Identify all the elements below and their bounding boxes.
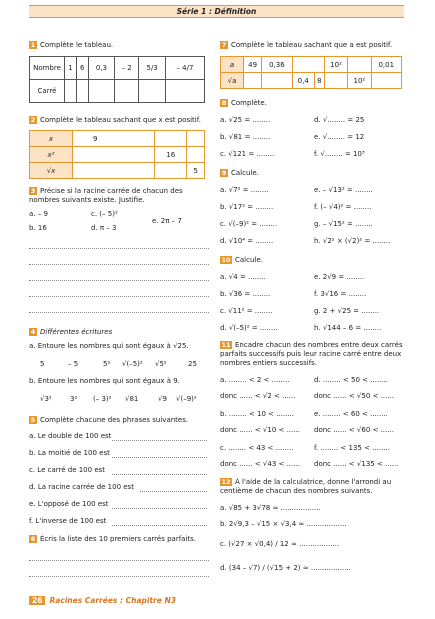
cell[interactable]: 49 [244, 57, 262, 73]
answer-line[interactable] [112, 508, 207, 509]
ex11-item[interactable]: b. ........ < 10 < ........ [220, 410, 295, 418]
cell: a [221, 57, 244, 73]
ex8-item[interactable]: c. √121 = ........ [220, 150, 275, 158]
exercise-number: 4 [30, 328, 36, 336]
exercise-text: Complète. [231, 99, 267, 107]
ex10-item[interactable]: e. 2√9 = ........ [314, 273, 365, 281]
ex11-item[interactable]: d. ........ < 50 < ........ [314, 376, 389, 384]
ex11-item[interactable]: donc ...... < √2 < ...... [220, 392, 296, 400]
ex10-item[interactable]: a. √4 = ........ [220, 273, 266, 281]
ex11-item[interactable]: f. ........ < 135 < ........ [314, 444, 390, 452]
ex5-item: a. Le double de 100 est [29, 432, 112, 440]
ex4-b-item[interactable]: √81 [125, 395, 139, 403]
cell: √a [221, 73, 244, 89]
exercise-text: Complète le tableau sachant que x est positif. [40, 116, 201, 124]
cell: √x [30, 163, 73, 179]
ex12-item[interactable]: b. 2√9,3 – √15 × √3,4 ≈ .................. [220, 520, 347, 528]
exercise-text: Précise si la racine carrée de chacun des nombres suivants existe. Justifie. [29, 187, 183, 204]
ex3-item-c: c. (– 5)² [91, 210, 118, 218]
cell: Carré [30, 80, 65, 103]
cell[interactable] [155, 131, 187, 147]
ex1-table [29, 56, 205, 103]
ex9-item[interactable]: c. √(–9)² = ........ [220, 220, 278, 228]
exercise-number: 1 [30, 41, 36, 49]
exercise-number: 11 [221, 341, 231, 349]
ex5-item: e. L'opposé de 100 est [29, 500, 109, 508]
cell[interactable] [348, 57, 371, 73]
ex9-item[interactable]: e. – √13² = ........ [314, 186, 373, 194]
ex5-item: c. Le carré de 100 est [29, 466, 106, 474]
ex4-a-prompt: a. Entoure les nombres qui sont égaux à √25. [29, 342, 189, 350]
page-number: 26 [29, 596, 45, 605]
cell[interactable] [115, 80, 139, 103]
ex12-item[interactable]: c. (√27 × √0,4) / 12 ≈ .................. [220, 540, 340, 548]
ex4-b-item[interactable]: √(–9)² [176, 395, 197, 403]
exercise-3-title [29, 187, 211, 205]
exercise-12-title [220, 478, 404, 496]
cell[interactable]: 16 [155, 147, 187, 163]
ex2-table [29, 130, 205, 179]
exercise-number: 10 [221, 256, 231, 264]
exercise-11-title [220, 341, 404, 368]
cell[interactable]: 0,3 [88, 57, 114, 80]
exercise-text: Écris la liste des 10 premiers carrés parfaits. [40, 535, 197, 543]
ex11-item[interactable]: donc ...... < √43 < ...... [220, 460, 300, 468]
exercise-text: Complète le tableau sachant que a est positif. [231, 41, 393, 49]
exercise-number: 9 [221, 169, 227, 177]
cell[interactable] [324, 73, 347, 89]
cell[interactable] [65, 80, 77, 103]
answer-line[interactable] [29, 576, 209, 577]
cell[interactable]: – 2 [115, 57, 139, 80]
exercise-9-title [220, 169, 259, 178]
ex4-a-item[interactable]: 5² [103, 360, 111, 368]
ex8-item[interactable]: f. √........ = 10³ [314, 150, 365, 158]
answer-line[interactable] [29, 248, 209, 249]
cell[interactable] [73, 163, 155, 179]
ex4-b-item[interactable]: √3² [40, 395, 52, 403]
exercise-6-title [29, 535, 196, 544]
ex3-item-d: d. π – 3 [91, 224, 117, 232]
cell[interactable] [187, 131, 205, 147]
ex11-item[interactable]: c. ........ < 43 < ........ [220, 444, 294, 452]
ex7-table [220, 56, 402, 89]
exercise-text: Complète le tableau. [40, 41, 114, 49]
ex4-b-item[interactable]: (– 3)² [93, 395, 112, 403]
ex8-item[interactable]: a. √25 = ........ [220, 116, 271, 124]
ex4-a-item[interactable]: √5² [155, 360, 167, 368]
ex4-b-item[interactable]: √9 [158, 395, 167, 403]
ex4-a-item[interactable]: – 5 [68, 360, 79, 368]
exercise-number: 2 [30, 116, 36, 124]
exercise-number: 5 [30, 416, 36, 424]
ex11-item[interactable]: donc ...... < √10 < ...... [220, 426, 300, 434]
ex5-item: f. L'inverse de 100 est [29, 517, 107, 525]
cell[interactable]: 0,4 [292, 73, 314, 89]
cell: Nombre [30, 57, 65, 80]
ex8-item[interactable]: e. √........ = 12 [314, 133, 365, 141]
ex10-item[interactable]: h. √144 – 6 = ........ [314, 324, 382, 332]
cell[interactable]: 1 [65, 57, 77, 80]
answer-line[interactable] [29, 312, 209, 313]
exercise-text: Calcule. [235, 256, 263, 264]
ex3-item-b: b. 16 [29, 224, 47, 232]
ex11-item[interactable]: donc ...... < √50 < ...... [314, 392, 394, 400]
answer-line[interactable] [112, 525, 207, 526]
cell[interactable] [88, 80, 114, 103]
ex10-item[interactable]: b. √36 = ........ [220, 290, 271, 298]
ex4-b-item[interactable]: 3² [70, 395, 78, 403]
cell[interactable]: 5 [187, 163, 205, 179]
exercise-8-title [220, 99, 267, 108]
ex11-item[interactable]: donc ...... < √60 < ...... [314, 426, 394, 434]
ex11-item[interactable]: donc ...... < √135 < ...... [314, 460, 399, 468]
ex4-a-item[interactable]: 25 [188, 360, 197, 368]
ex11-item[interactable]: a. ........ < 2 < ........ [220, 376, 290, 384]
ex9-item[interactable]: f. (– √4)² = ........ [314, 203, 372, 211]
ex8-item[interactable]: d. √........ = 25 [314, 116, 365, 124]
ex9-item[interactable]: h. √2² × (√2)² = ........ [314, 237, 391, 245]
exercise-number: 3 [30, 187, 36, 195]
ex9-item[interactable]: d. √10⁴ = ........ [220, 237, 274, 245]
cell[interactable] [73, 147, 155, 163]
exercise-5-title [29, 416, 188, 425]
ex5-item: d. La racine carrée de 100 est [29, 483, 134, 491]
ex10-item[interactable]: d. √(–5)² = ........ [220, 324, 278, 332]
cell[interactable]: 10² [348, 73, 371, 89]
ex9-item[interactable]: b. √17² = ........ [220, 203, 274, 211]
exercise-10-title [220, 256, 263, 265]
ex3-item-e: e. 2π – 7 [152, 217, 182, 225]
cell[interactable] [292, 57, 324, 73]
cell[interactable] [155, 163, 187, 179]
exercise-1-title [29, 41, 113, 50]
exercise-text: À l'aide de la calculatrice, donne l'arrondi au centième de chacun des nombres suivants. [220, 478, 392, 495]
answer-line[interactable] [112, 440, 207, 441]
cell[interactable] [262, 73, 292, 89]
exercise-text: Calcule. [231, 169, 259, 177]
cell[interactable] [187, 147, 205, 163]
ex12-item[interactable]: d. (34 – √7) / (√15 + 2) ≈ .................. [220, 564, 351, 572]
exercise-number: 12 [221, 478, 231, 486]
cell[interactable]: 0,36 [262, 57, 292, 73]
cell[interactable]: 10² [324, 57, 347, 73]
cell: x [30, 131, 73, 147]
cell[interactable]: – 4/7 [165, 57, 204, 80]
exercise-4-title [29, 328, 112, 337]
cell[interactable] [244, 73, 262, 89]
ex9-item[interactable]: g. – √15² = ........ [314, 220, 373, 228]
exercise-number: 6 [30, 535, 36, 543]
cell[interactable]: 5/3 [139, 57, 166, 80]
cell[interactable] [371, 73, 402, 89]
cell[interactable] [165, 80, 204, 103]
exercise-text: Différentes écritures [40, 328, 113, 336]
ex4-a-item[interactable]: 5 [40, 360, 45, 368]
exercise-text: Complète chacune des phrases suivantes. [40, 416, 189, 424]
exercise-7-title [220, 41, 392, 50]
cell[interactable]: 9 [73, 131, 155, 147]
ex11-item[interactable]: e. ........ < 60 < ........ [314, 410, 388, 418]
exercise-text: Encadre chacun des nombres entre deux carrés parfaits successifs puis leur racine carré entre deux nombres entiers successifs. [220, 341, 403, 367]
answer-line[interactable] [29, 264, 209, 265]
ex9-item[interactable]: a. √7² = ........ [220, 186, 269, 194]
ex4-b-prompt: b. Entoure les nombres qui sont égaux à 9. [29, 377, 180, 385]
exercise-2-title [29, 116, 201, 125]
ex10-item[interactable]: g. 2 + √25 = ........ [314, 307, 380, 315]
answer-line[interactable] [112, 457, 207, 458]
page-footer [29, 596, 179, 607]
footer-text: Racines Carrées : Chapitre N3 [49, 596, 176, 605]
answer-line[interactable] [29, 296, 209, 297]
ex5-item: b. La moitié de 100 est [29, 449, 110, 457]
series-header: Série 1 : Définition [29, 5, 404, 18]
ex10-item[interactable]: c. √11² = ........ [220, 307, 273, 315]
ex8-item[interactable]: b. √81 = ........ [220, 133, 271, 141]
ex3-item-a: a. – 9 [29, 210, 48, 218]
answer-line[interactable] [29, 560, 209, 561]
cell[interactable]: 6 [76, 57, 88, 80]
exercise-number: 7 [221, 41, 227, 49]
ex12-item[interactable]: a. √85 + 3√78 ≈ .................. [220, 504, 321, 512]
ex4-a-item[interactable]: √(–5)² [122, 360, 143, 368]
cell[interactable]: 8 [314, 73, 324, 89]
ex10-item[interactable]: f. 3√16 = ........ [314, 290, 367, 298]
answer-line[interactable] [29, 280, 209, 281]
exercise-number: 8 [221, 99, 227, 107]
answer-line[interactable] [140, 491, 207, 492]
cell: x² [30, 147, 73, 163]
cell[interactable] [139, 80, 166, 103]
answer-line[interactable] [112, 474, 207, 475]
cell[interactable] [76, 80, 88, 103]
cell[interactable]: 0,01 [371, 57, 402, 73]
